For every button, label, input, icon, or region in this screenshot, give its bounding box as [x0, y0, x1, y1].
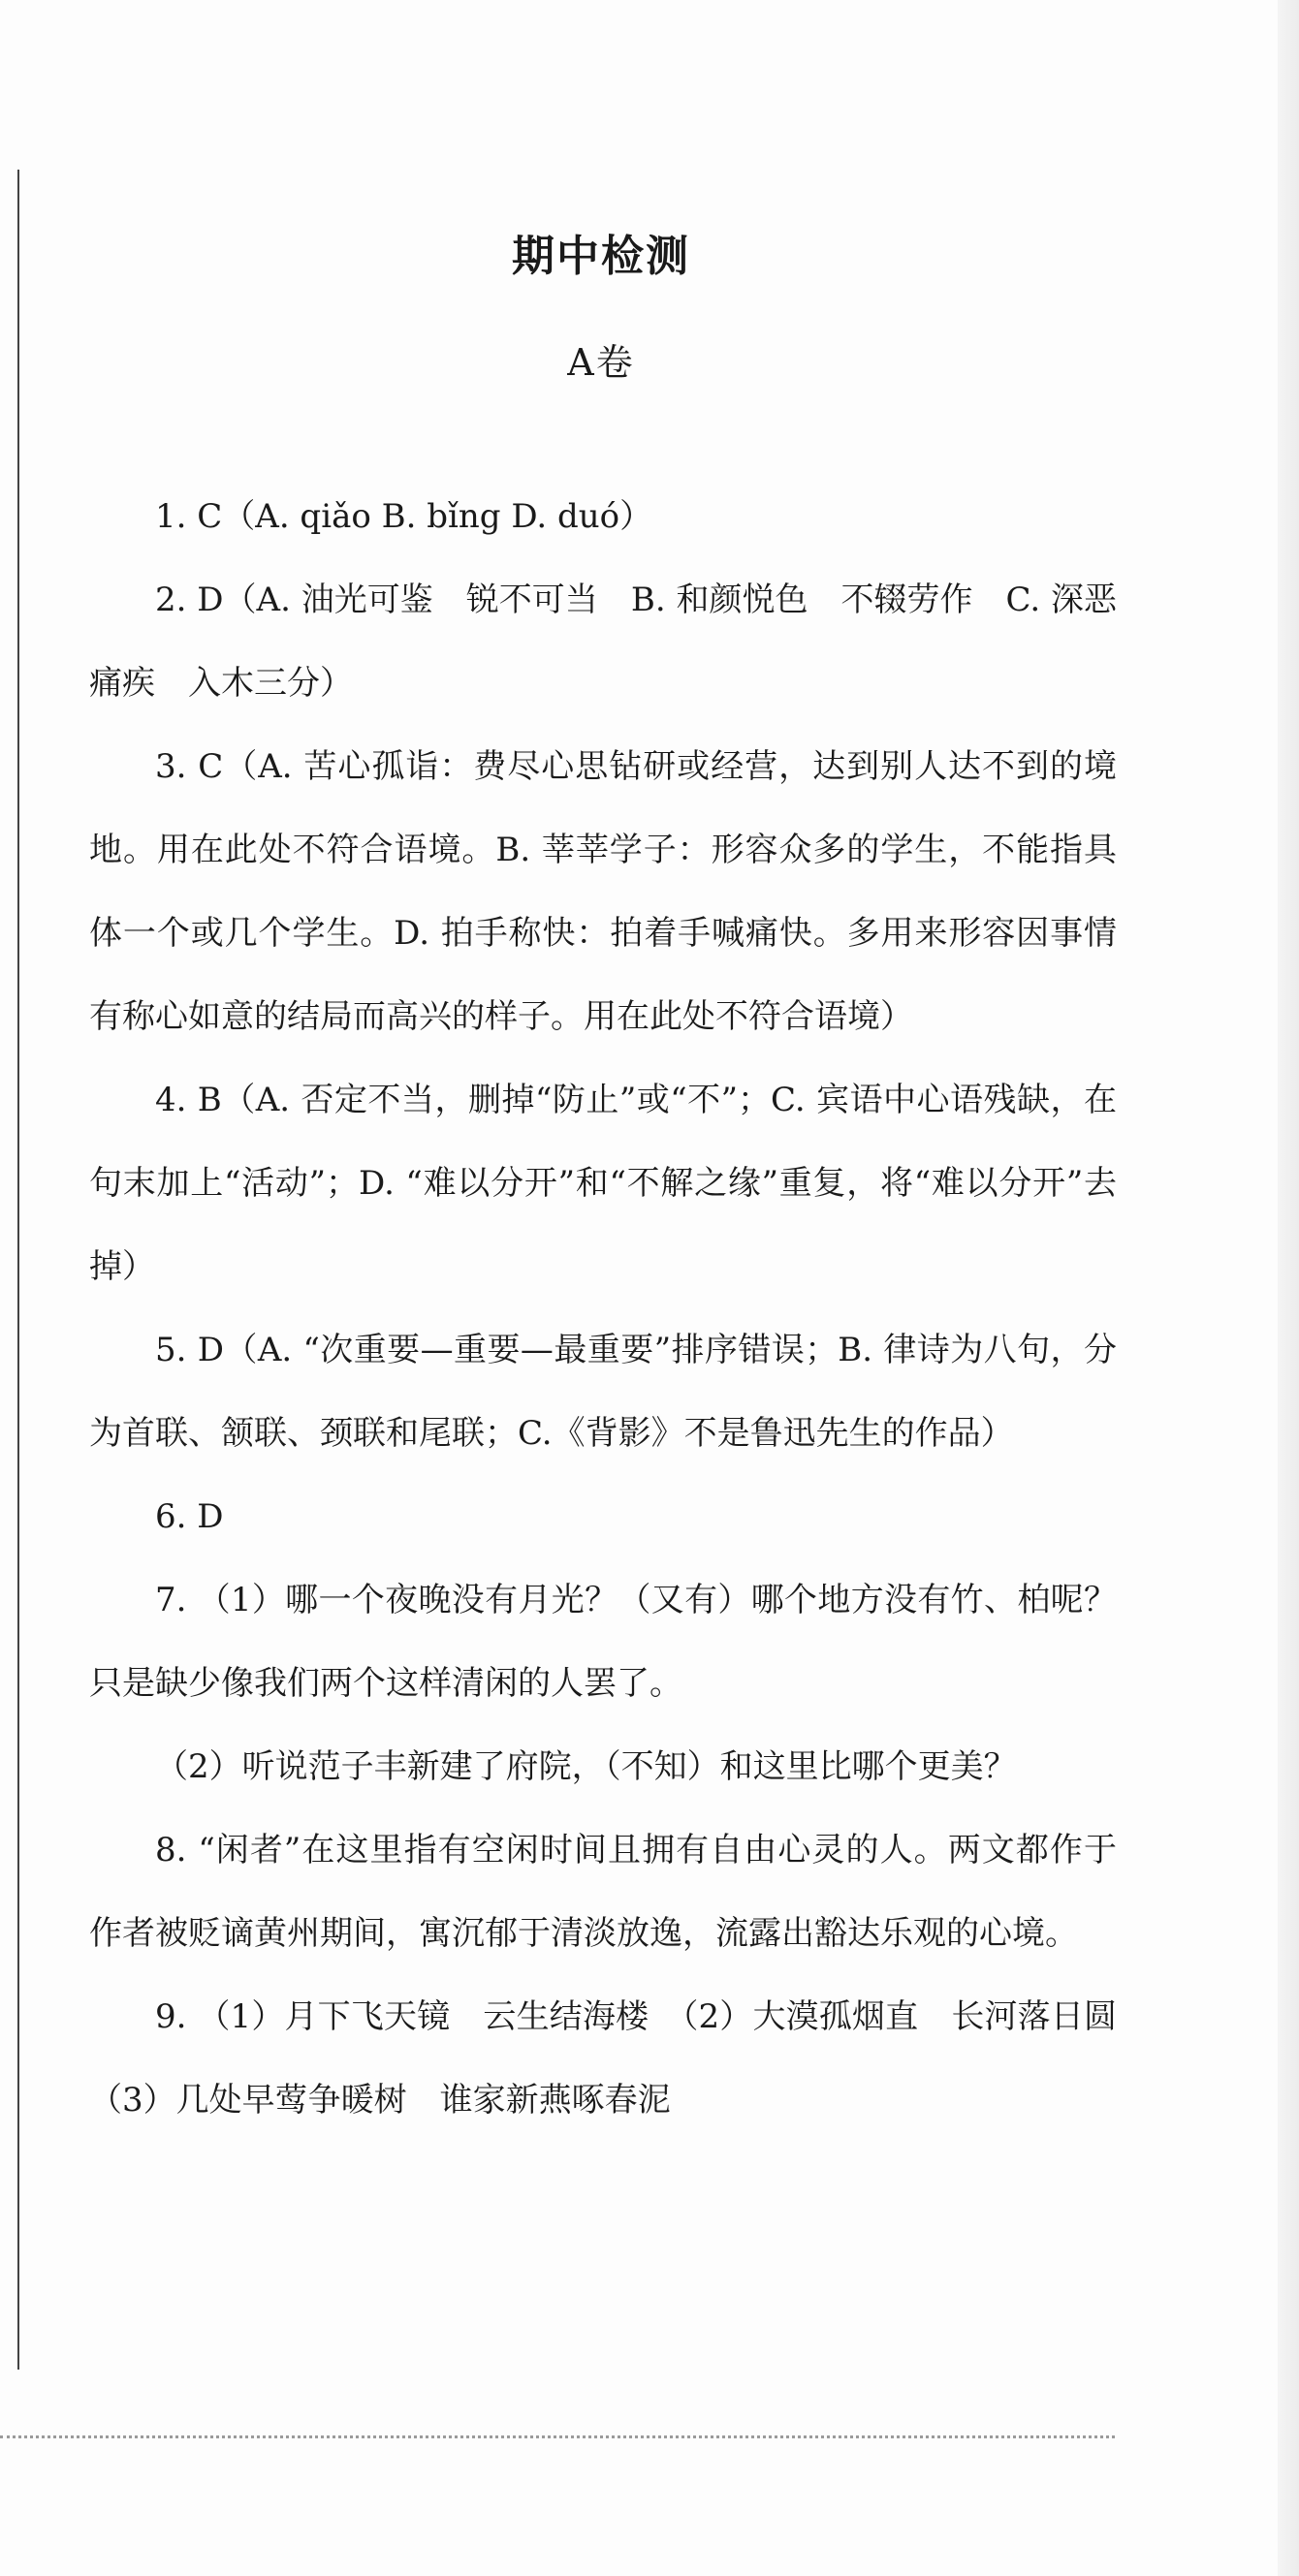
answer-2: 2. D（A. 油光可鉴 锐不可当 B. 和颜悦色 不辍劳作 C. 深恶痛疾 入木三分） — [89, 581, 1117, 703]
answer-list — [89, 475, 1150, 2142]
page-edge-shadow — [1278, 0, 1299, 2576]
answer-7-part-1: 7. （1）哪一个夜晚没有月光？（又有）哪个地方没有竹、柏呢？只是缺少像我们两个这样清闲的人罢了。 — [89, 1581, 1117, 1703]
answer-7-part-2: （2）听说范子丰新建了府院，（不知）和这里比哪个更美？ — [155, 1747, 1017, 1786]
answer-8: 8. “闲者”在这里指有空闲时间且拥有自由心灵的人。两文都作于作者被贬谪黄州期间，寓沉郁于清淡放逸，流露出豁达乐观的心境。 — [89, 1831, 1117, 1953]
answer-3: 3. C（A. 苦心孤诣：费尽心思钻研或经营，达到别人达不到的境地。用在此处不符合语境。B. 莘莘学子：形容众多的学生，不能指具体一个或几个学生。D. 拍手称快：拍着手喊痛快。多用来形容因事情有称心如意的结局而高兴的样子。用在此处不符合语境） — [89, 747, 1117, 1036]
binding-line — [17, 170, 19, 2370]
answer-5: 5. D（A. “次重要—重要—最重要”排序错误；B. 律诗为八句，分为首联、颔联、颈联和尾联；C.《背影》不是鲁迅先生的作品） — [89, 1331, 1117, 1453]
page-title: 期中检测 — [512, 232, 690, 281]
answer-6: 6. D — [155, 1497, 224, 1536]
answer-9: 9. （1）月下飞天镜 云生结海楼 （2）大漠孤烟直 长河落日圆 （3）几处早莺争暖树 谁家新燕啄春泥 — [89, 1997, 1150, 2120]
dotted-divider — [0, 2435, 1115, 2438]
answer-4: 4. B（A. 否定不当，删掉“防止”或“不”；C. 宾语中心语残缺，在句末加上“活动”；D. “难以分开”和“不解之缘”重复，将“难以分开”去掉） — [89, 1081, 1117, 1286]
section-subtitle: A卷 — [567, 341, 635, 384]
answer-1: 1. C（A. qiǎo B. bǐng D. duó） — [155, 497, 653, 536]
